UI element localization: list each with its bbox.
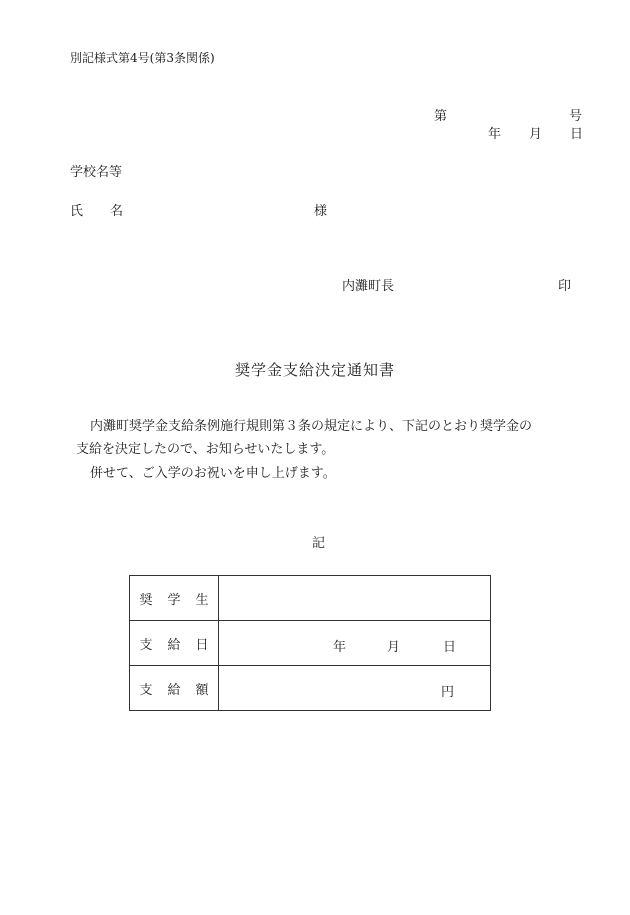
seal-mark: 印	[558, 279, 572, 294]
school-name-label: 学校名等	[70, 165, 123, 180]
recipient-name-label: 氏名	[70, 204, 151, 219]
issue-date-month: 月	[529, 127, 543, 142]
form-reference: 別記様式第4号(第3条関係)	[70, 51, 215, 65]
record-mark: 記	[312, 536, 326, 551]
payment-date-day: 日	[443, 640, 457, 655]
payment-amount-label-cell	[130, 666, 224, 711]
payment-amount-value-cell	[219, 666, 491, 711]
payment-date-month: 月	[387, 640, 401, 655]
student-label-cell	[130, 576, 224, 621]
student-label: 奨学生	[139, 592, 224, 608]
body-paragraph-1-line-2: 支給を決定したので、お知らせいたします。	[76, 442, 335, 457]
table-row-payment-date	[130, 621, 491, 666]
document-title: 奨学金支給決定通知書	[234, 361, 395, 379]
payment-date-label: 支給日	[139, 637, 224, 653]
document-number-prefix: 第	[434, 109, 448, 124]
table-row-student	[130, 576, 491, 621]
payment-date-label-cell	[130, 621, 224, 666]
payment-date-year: 年	[333, 640, 347, 655]
payment-amount-label: 支給額	[139, 682, 224, 698]
payment-amount-unit: 円	[441, 685, 455, 700]
issuer-title: 内灘町長	[342, 279, 395, 294]
student-value-cell	[219, 576, 491, 621]
recipient-honorific: 様	[314, 204, 328, 219]
table-row-payment-amount	[130, 666, 491, 711]
body-paragraph-2: 併せて、ご入学のお祝いを申し上げます。	[90, 466, 336, 481]
payment-date-value-cell	[219, 621, 491, 666]
document-number-suffix: 号	[569, 109, 583, 124]
body-paragraph-1-line-1: 内灘町奨学金支給条例施行規則第３条の規定により、下記のとおり奨学金の	[90, 419, 533, 434]
issue-date-day: 日	[570, 127, 584, 142]
issue-date-year: 年	[488, 127, 502, 142]
scholarship-info-table	[129, 575, 491, 711]
